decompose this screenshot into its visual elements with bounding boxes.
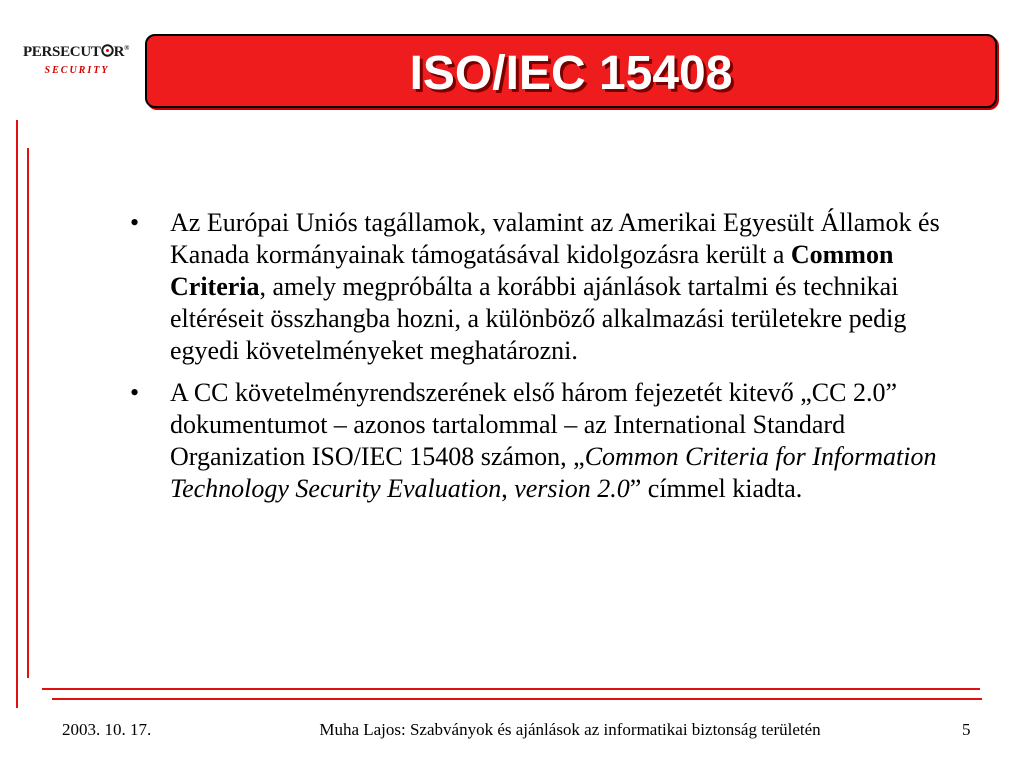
left-decorative-line-outer	[16, 120, 18, 708]
slide-title: ISO/IEC 15408	[409, 47, 733, 100]
bullet-item-2	[130, 377, 960, 505]
bullet-text-2	[170, 378, 936, 503]
bullet-item-1	[130, 207, 960, 367]
title-banner	[145, 34, 997, 108]
footer-page-number: 5	[962, 720, 971, 739]
slide-body	[130, 207, 960, 515]
persecutor-logo	[22, 44, 132, 82]
bottom-rule-lower	[52, 698, 982, 700]
bullet-icon: •	[130, 208, 140, 237]
bullet-1-part-1: Az Európai Uniós tagállamok, valamint az Amerikai Egyesült Államok és Kanada kormányainak támogatásával kidolgozásra került a	[170, 208, 940, 269]
bullet-2-italic-version: version 2.0	[514, 474, 630, 503]
bullet-2-part-2: ” címmel kiadta.	[629, 474, 803, 503]
logo-text-right: R	[113, 44, 125, 60]
bottom-rule-upper	[42, 688, 980, 690]
logo-wordmark	[22, 44, 130, 61]
bullet-2-part-1: A CC követelményrendszerének első három fejezetét kitevő „CC 2.0” dokumentumot – azonos tartalommal – az International Standard Organization ISO/IEC 15408 számon, „	[170, 378, 898, 471]
bullet-1-bold-term: Common Criteria	[170, 240, 894, 301]
left-decorative-line-inner	[27, 148, 29, 678]
bullet-text-1	[170, 208, 940, 365]
logo-registered-mark: ®	[124, 44, 130, 52]
logo-subtitle: SECURITY	[44, 65, 110, 76]
footer-date: 2003. 10. 17.	[62, 720, 152, 739]
footer-title: Muha Lajos: Szabványok és ajánlások az informatikai biztonság területén	[319, 720, 821, 739]
bullet-1-part-2: , amely megpróbálta a korábbi ajánlások tartalmi és technikai eltéréseit összhangba hozni, a különböző alkalmazási területekre pedig egyedi követelményeket meghatározni.	[170, 272, 907, 365]
bullet-2-italic-title: Common Criteria for Information Technology Security Evaluation	[170, 442, 937, 503]
logo-text-left: PERSECUT	[22, 44, 101, 60]
bullet-2-separator: ,	[501, 474, 515, 503]
bullet-icon: •	[130, 378, 140, 407]
logo-target-icon	[101, 44, 114, 57]
